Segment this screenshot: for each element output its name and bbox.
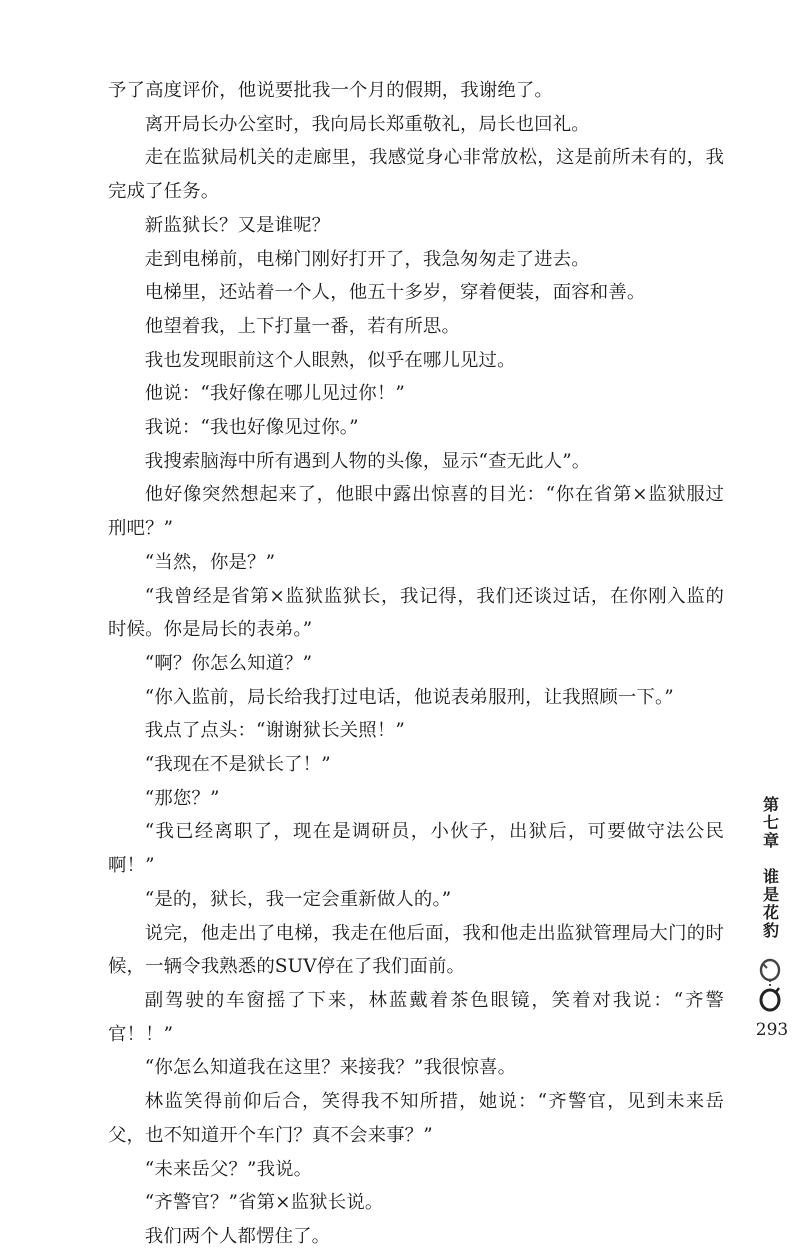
paragraph: “我曾经是省第×监狱监狱长，我记得，我们还谈过话，在你刚入监的时候。你是局长的表弟。” (108, 585, 724, 641)
paragraph: 新监狱长？又是谁呢？ (144, 214, 331, 236)
paragraph: 予了高度评价，他说要批我一个月的假期，我谢绝了。 (108, 80, 553, 101)
paragraph: “啊？你怎么知道？” (144, 652, 313, 674)
paragraph: 走在监狱局机关的走廊里，我感觉身心非常放松，这是前所未有的，我完成了任务。 (108, 147, 724, 203)
paragraph: 他好像突然想起来了，他眼中露出惊喜的目光：“你在省第×监狱服过刑吧？” (108, 484, 724, 540)
main-text (108, 74, 724, 1254)
paragraph: 我也发现眼前这个人眼熟，似乎在哪儿见过。 (144, 349, 516, 371)
paragraph: 走到电梯前，电梯门刚好打开了，我急匆匆走了进去。 (144, 248, 590, 270)
paragraph: 离开局长办公室时，我向局长郑重敬礼，局长也回礼。 (144, 113, 590, 135)
paragraph: “我已经离职了，现在是调研员，小伙子，出狱后，可要做守法公民啊！” (108, 821, 724, 877)
paragraph: 我说：“我也好像见过你。” (144, 417, 359, 439)
chapter-title: 第七章 谁是花豹 (760, 796, 780, 940)
paragraph: 我搜索脑海中所有遇到人物的头像，显示“查无此人”。 (144, 450, 591, 472)
paragraph: 我点了点头：“谢谢狱长关照！” (144, 720, 405, 742)
chapter-marker (748, 796, 792, 1014)
paragraph: “是的，狱长，我一定会重新做人的。” (144, 888, 452, 910)
page-number: 293 (755, 1020, 789, 1040)
paragraph: “我现在不是狱长了！” (144, 754, 331, 776)
paragraph: 他说：“我好像在哪儿见过你！” (144, 383, 405, 405)
paragraph: “未来岳父？”我说。 (144, 1158, 313, 1180)
paragraph: 我们两个人都愣住了。 (144, 1225, 331, 1247)
paragraph: “你入监前，局长给我打过电话，他说表弟服刑，让我照顾一下。” (144, 686, 674, 708)
paragraph: 说完，他走出了电梯，我走在他后面，我和他走出监狱管理局大门的时候，一辆令我熟悉的SUV停在了我们面前。 (108, 922, 724, 978)
paragraph: “那您？” (144, 787, 220, 809)
paragraph: 他望着我，上下打量一番，若有所思。 (144, 315, 460, 337)
paragraph: 电梯里，还站着一个人，他五十多岁，穿着便装，面容和善。 (144, 282, 646, 304)
paragraph: “你怎么知道我在这里？来接我？”我很惊喜。 (144, 1057, 517, 1079)
paragraph: 副驾驶的车窗摇了下来，林蓝戴着茶色眼镜，笑着对我说：“齐警官！！” (108, 989, 724, 1045)
paragraph: “当然，你是？” (144, 551, 276, 573)
handcuffs-icon (757, 956, 783, 1014)
paragraph: “齐警官？”省第×监狱长说。 (144, 1192, 384, 1214)
paragraph: 林监笑得前仰后合，笑得我不知所措，她说：“齐警官，见到未来岳父，也不知道开个车门？真不会来事？” (108, 1091, 724, 1146)
